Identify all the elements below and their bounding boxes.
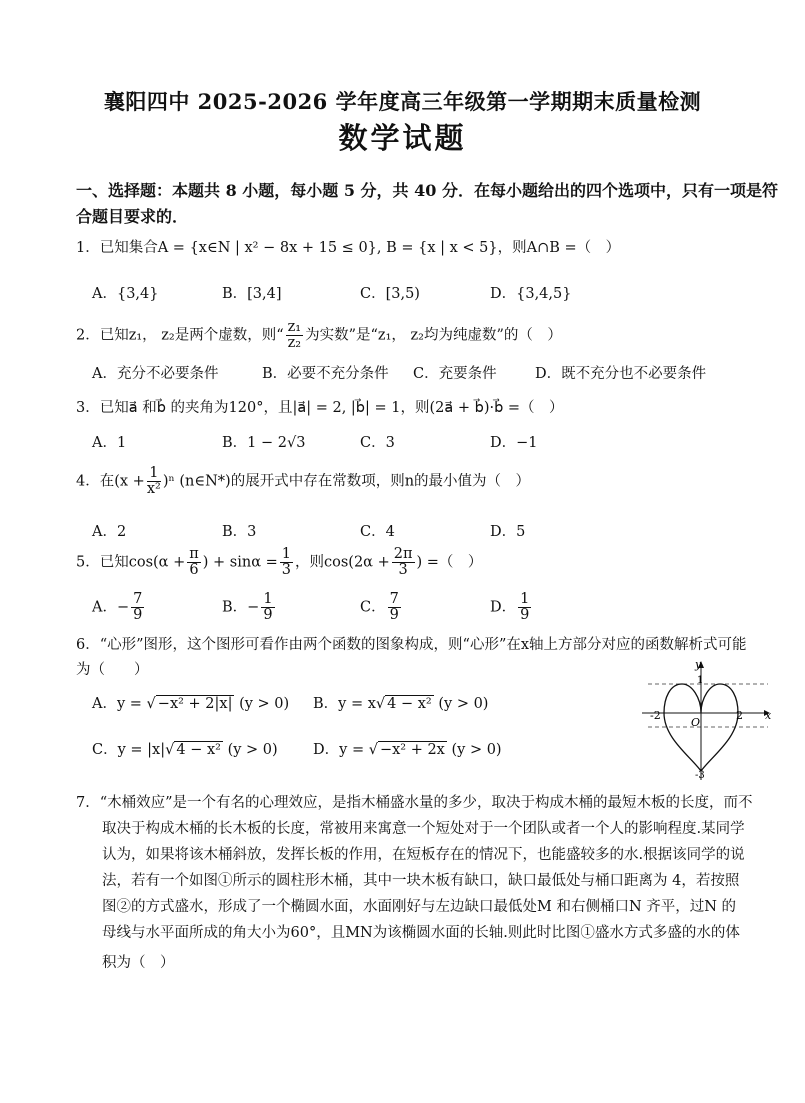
q6-b-pre: y = x (338, 696, 376, 712)
q6-option-d: D．y = √ −x² + 2x (y > 0) (313, 742, 502, 758)
q5-f2-num: 1 (281, 546, 291, 562)
q5-stem-mid2: ，则cos(2α + (295, 554, 390, 571)
q6-d-radicand: −x² + 2x (379, 742, 445, 758)
question-7-line-1: 7．“木桶效应”是一个有名的心理效应，是指木桶盛水量的多少，取决于构成木桶的最短木板的长度，而不 (76, 795, 753, 811)
q5-c-num: 7 (389, 591, 399, 607)
question-7-line-6: 母线与水平面所成的角大小为60°，且MN为该椭圆水面的长轴.则此时比图①盛水方式多盛的水的体 (102, 925, 740, 941)
y-axis-label: y (695, 658, 702, 671)
question-7-line-5: 图②的方式盛水，形成了一个椭圆水面，水面刚好与左边缺口最低处M 和右侧桶口N 齐平，过N 的 (102, 899, 737, 915)
q6-a-pre: y = (116, 696, 147, 712)
question-7-line-7: 积为（ ） (102, 955, 175, 971)
q5-b-label: B． (222, 599, 248, 616)
q1-option-c: C．[3,5) (360, 286, 420, 302)
q6-c-pre: y = |x| (117, 742, 166, 758)
q4-stem-post: )ⁿ (n∈N*)的展开式中存在常数项，则n的最小值为（ ） (162, 473, 531, 490)
q5-stem-pre: 5．已知cos(α + (76, 554, 186, 571)
q2-denominator: z₂ (287, 335, 302, 351)
question-2-stem (76, 320, 562, 351)
q5-fraction-2 (280, 547, 293, 578)
q6-option-b: B．y = x√ 4 − x² (y > 0) (313, 696, 489, 712)
q4-numerator: 1 (147, 466, 161, 482)
q6-option-a: A．y = √ −x² + 2|x| (y > 0) (92, 696, 290, 712)
q2-option-c: C．充要条件 (413, 366, 497, 382)
q6-b-label: B． (313, 696, 339, 712)
q2-option-a: A．充分不必要条件 (92, 366, 219, 382)
question-1-stem: 1．已知集合A = {x∈N | x² − 8x + 15 ≤ 0}, B = {x | x < 5}，则A∩B =（ ） (76, 240, 621, 256)
exam-title: 襄阳四中 2025-2026 学年度高三年级第一学期期末质量检测 (103, 89, 702, 114)
q5-b-num: 1 (263, 591, 273, 607)
q4-stem-pre: 4．在(x + (76, 473, 145, 490)
q5-option-a (92, 592, 146, 623)
q6-d-pre: y = (339, 742, 369, 758)
origin-label: O (691, 716, 701, 729)
q1-option-b: B．[3,4] (222, 286, 282, 302)
q5-c-label: C． (360, 599, 386, 616)
q5-option-c (360, 592, 403, 623)
q6-d-post: (y > 0) (446, 742, 502, 758)
q3-option-d: D．−1 (490, 435, 538, 451)
q5-d-label: D． (490, 599, 517, 616)
q5-a-den: 9 (133, 607, 143, 623)
q1-option-a: A．{3,4} (92, 286, 159, 302)
q6-a-radicand: −x² + 2|x| (157, 696, 233, 712)
q5-a-sign: − (116, 599, 130, 616)
q5-f1-num: π (189, 546, 199, 562)
q2-numerator: z₁ (287, 319, 302, 335)
q6-b-radicand: 4 − x² (387, 696, 432, 712)
q2-option-d: D．既不充分也不必要条件 (535, 366, 707, 382)
q2-option-b: B．必要不充分条件 (262, 366, 389, 382)
tick-right-label: 2 (736, 709, 743, 722)
q6-a-post: (y > 0) (234, 696, 290, 712)
q5-fraction-1 (187, 547, 201, 578)
q6-b-post: (y > 0) (433, 696, 489, 712)
q6-a-label: A． (92, 696, 117, 712)
q5-c-den: 9 (389, 607, 399, 623)
q6-c-label: C． (92, 742, 118, 758)
q6-option-c: C．y = |x|√ 4 − x² (y > 0) (92, 742, 278, 758)
q5-f3-num: 2π (393, 546, 413, 562)
tick-top-label: 1 (697, 675, 704, 686)
q5-option-d (490, 592, 533, 623)
q4-option-a: A．2 (92, 524, 127, 540)
q5-d-num: 1 (520, 591, 530, 607)
q5-f1-den: 6 (189, 562, 199, 578)
q5-a-label: A． (92, 599, 117, 616)
q4-fraction (147, 466, 161, 497)
heart-figure (640, 656, 775, 784)
q6-c-radicand: 4 − x² (176, 742, 221, 758)
q6-c-post: (y > 0) (222, 742, 278, 758)
q2-stem-pre: 2．已知z₁， z₂是两个虚数，则“ (76, 327, 284, 344)
q5-option-b (222, 592, 277, 623)
question-7-line-4: 法，若有一个如图①所示的圆柱形木桶，其中一块木板有缺口，缺口最低处与桶口距离为 4，若按照 (102, 873, 740, 889)
question-3-stem: 3．已知a⃗ 和b⃗ 的夹角为120°，且|a⃗| = 2, |b⃗| = 1，则(2a⃗ + b⃗)·b⃗ =（ ） (76, 400, 564, 416)
q4-denominator: x² (146, 481, 161, 497)
q4-option-c: C．4 (360, 524, 395, 540)
q3-option-c: C．3 (360, 435, 395, 451)
q4-option-b: B．3 (222, 524, 257, 540)
tick-bottom-label: -3 (695, 770, 705, 781)
q3-option-a: A．1 (92, 435, 127, 451)
question-6-line-1: 6．“心形”图形，这个图形可看作由两个函数的图象构成，则“心形”在x轴上方部分对应的函数解析式可能 (76, 637, 747, 653)
question-5-stem (76, 547, 482, 578)
q1-option-d: D．{3,4,5} (490, 286, 572, 302)
x-axis-label: x (765, 709, 772, 722)
q5-stem-mid: ) + sinα = (202, 554, 278, 571)
q5-fraction-3 (392, 547, 415, 578)
q4-option-d: D．5 (490, 524, 526, 540)
q5-stem-post: ) =（ ） (416, 554, 483, 571)
exam-subtitle: 数学试题 (338, 121, 467, 155)
q5-f2-den: 3 (281, 562, 291, 578)
q2-stem-post: 为实数”是“z₁， z₂均为纯虚数”的（ ） (305, 327, 562, 344)
question-7-line-3: 认为，如果将该木桶斜放，发挥长板的作用，在短板存在的情况下，也能盛较多的水.根据该同学的说 (102, 847, 745, 863)
question-6-line-2: 为（ ） (76, 662, 149, 678)
q3-option-b: B．1 − 2√3 (222, 435, 306, 451)
question-7-line-2: 取决于构成木桶的长木板的长度，常被用来寓意一个短处对于一个团队或者一个人的影响程度.某同学 (102, 821, 745, 837)
question-4-stem (76, 466, 530, 497)
q5-d-den: 9 (520, 607, 530, 623)
q6-d-label: D． (313, 742, 340, 758)
q5-b-den: 9 (263, 607, 273, 623)
q5-b-sign: − (247, 599, 260, 616)
q5-a-num: 7 (133, 591, 143, 607)
section-heading: 一、选择题：本题共 8 小题，每小题 5 分，共 40 分．在每小题给出的四个选项中，只有一项是符合题目要求的． (76, 181, 778, 226)
q2-fraction (286, 320, 303, 351)
tick-left-label: -2 (650, 709, 661, 722)
q5-f3-den: 3 (398, 562, 408, 578)
